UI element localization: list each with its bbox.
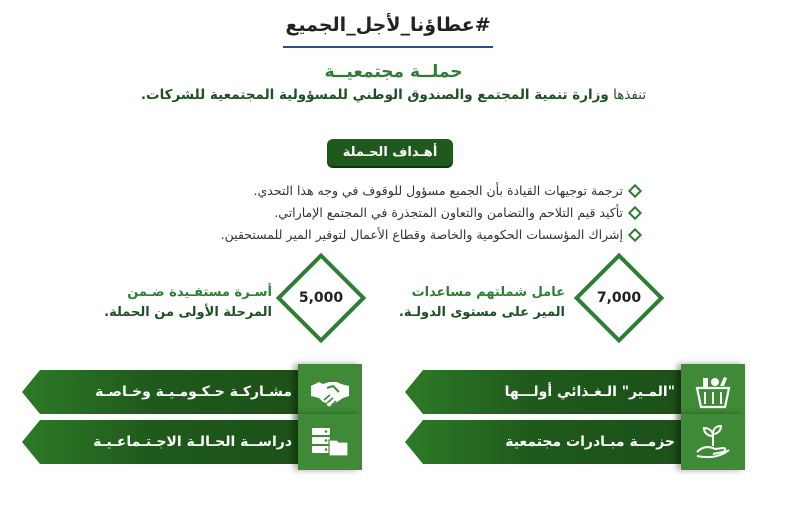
server-folder-icon [298, 414, 362, 470]
campaign-subtitle-organizers: وزارة تنمية المجتمع والصندوق الوطني للمسؤولية المجتمعية للشركات. [140, 87, 609, 103]
goal-item [140, 180, 640, 202]
diamond-bullet-icon [628, 228, 642, 242]
stat-families-number: 5,000 [298, 290, 344, 306]
goals-list [140, 180, 640, 246]
goal-text: إشراك المؤسسات الحكومية والخاصة وقطاع الأعمال لتوفير المير للمستحقين. [220, 227, 623, 242]
plant-hand-icon [681, 414, 745, 470]
banner-partnership [22, 370, 362, 414]
banner-partnership-label: مشـاركـة حـكـومـيـة وخـاصـة [95, 384, 292, 400]
stat-workers-line1: عامل شملتهم مساعدات [411, 285, 565, 300]
banner-social-study-label: دراســة الحـالـة الاجـتـماعـيـة [93, 434, 292, 450]
diamond-bullet-icon [628, 184, 642, 198]
banner-food-first [405, 370, 745, 414]
campaign-subtitle [0, 87, 787, 103]
goal-text: تأكيد قيم التلاحم والتضامن والتعاون المتجذرة في المجتمع الإماراتي. [274, 205, 623, 220]
banner-food-first-label: "المـير" الـغـذائي أولـــها [504, 384, 675, 400]
stat-workers-number: 7,000 [596, 290, 642, 306]
stat-families-text [104, 283, 272, 323]
stat-families-line2: المرحلة الأولى من الحملة. [104, 305, 272, 320]
stat-workers-text [399, 283, 565, 323]
goal-item [140, 224, 640, 246]
campaign-title: حملــة مجتمعيــة [324, 62, 463, 82]
food-basket-icon [681, 364, 745, 420]
stat-families-line1: أسـرة مستفـيدة ضـمن [127, 285, 272, 300]
handshake-icon [298, 364, 362, 420]
banner-community-package-label: حزمــة مبـادرات مجتمعية [505, 434, 675, 450]
diamond-bullet-icon [628, 206, 642, 220]
goals-heading: أهـداف الحـملة [327, 139, 453, 166]
stat-workers-line2: المير على مستوى الدولـة. [398, 305, 565, 320]
campaign-hashtag: #عطاؤنا_لأجل_الجميع [283, 10, 493, 48]
campaign-subtitle-prefix: تنفذها [613, 87, 647, 103]
banner-community-package [405, 420, 745, 464]
goal-item [140, 202, 640, 224]
banner-social-study [22, 420, 362, 464]
goal-text: ترجمة توجيهات القيادة بأن الجميع مسؤول للوقوف في وجه هذا التحدي. [253, 183, 623, 198]
